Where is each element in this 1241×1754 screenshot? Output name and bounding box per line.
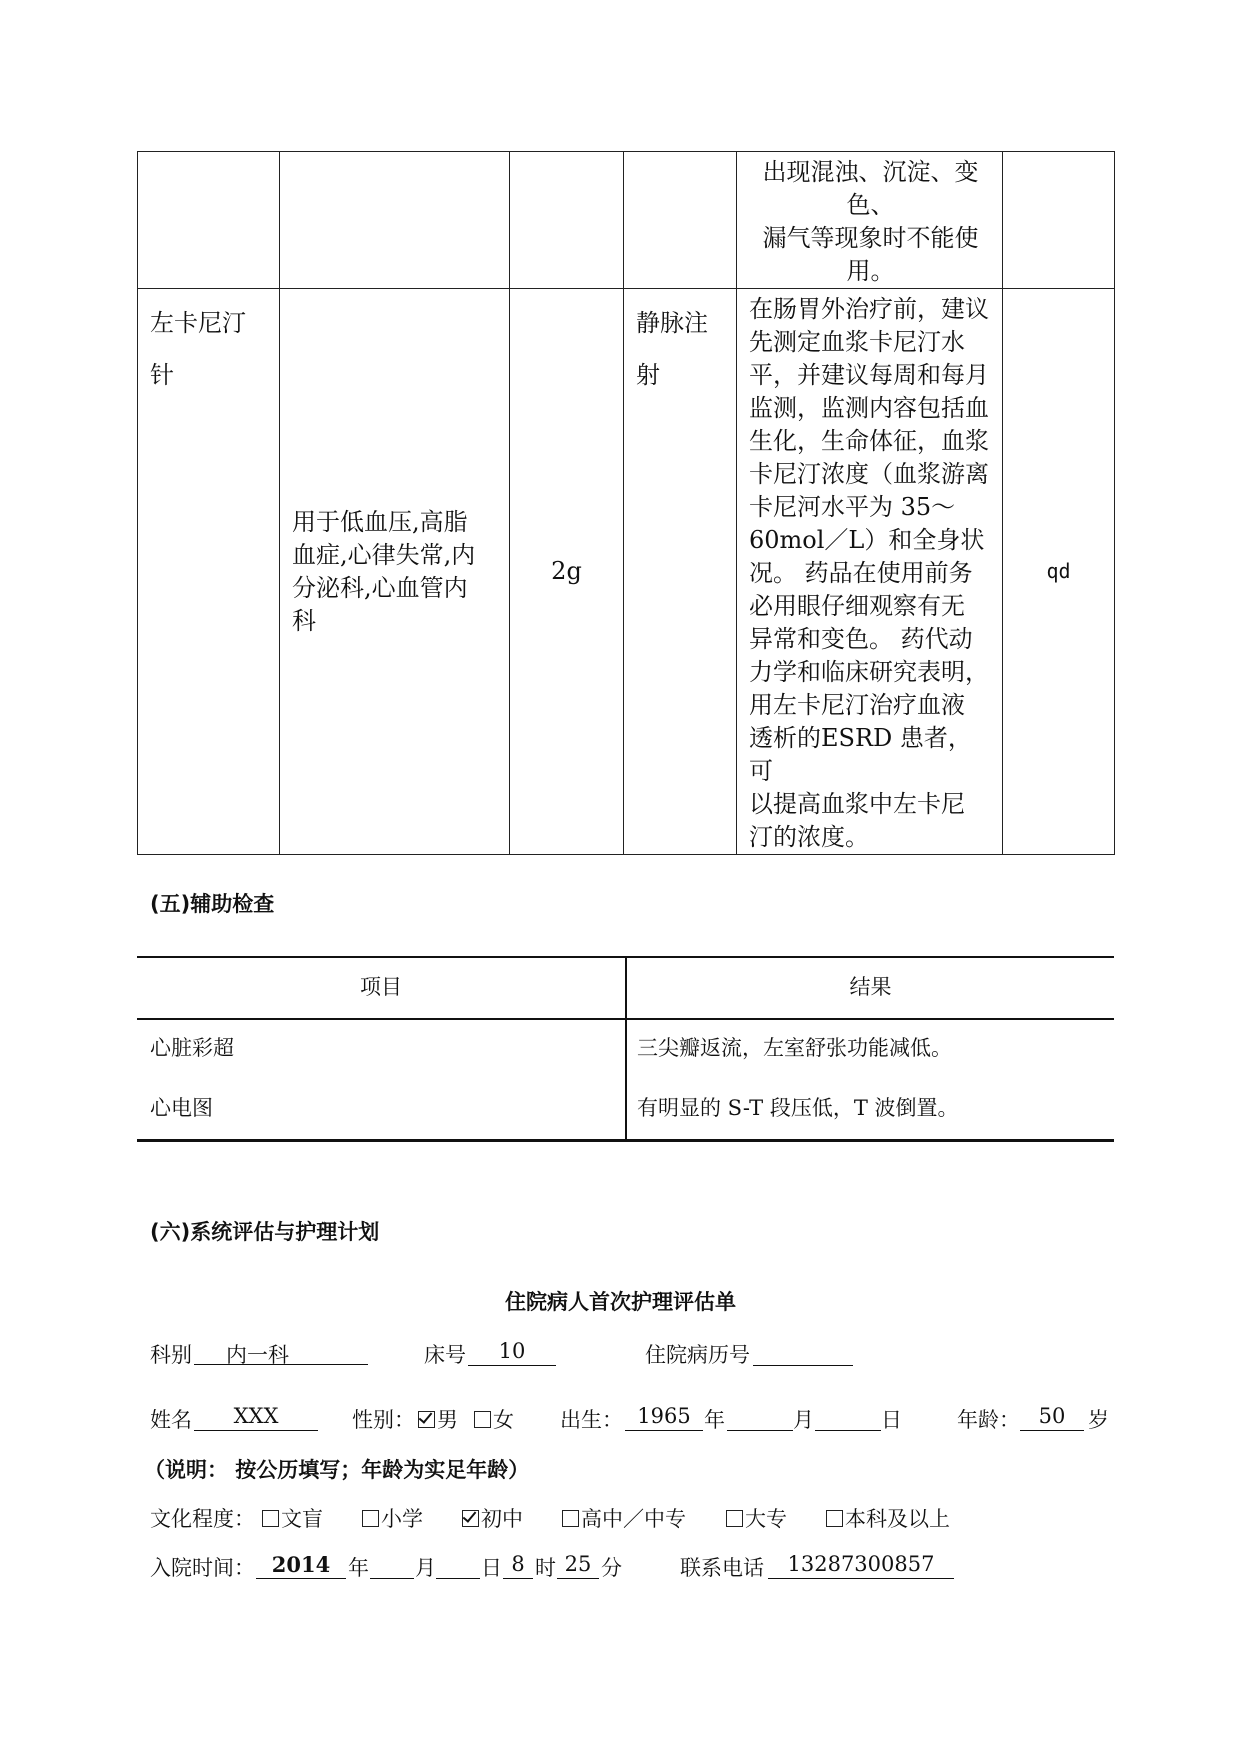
sex-male-option[interactable] — [418, 1404, 458, 1434]
day-unit: 日 — [881, 1408, 902, 1432]
indication-line: 用于低血压,高脂 — [292, 507, 468, 536]
age-label: 年龄： — [957, 1408, 1020, 1432]
education-option-label: 高中／中专 — [581, 1507, 686, 1531]
drug-table — [137, 151, 1115, 855]
education-option-label: 大专 — [745, 1507, 787, 1531]
exam-item: 心脏彩超 — [150, 1036, 234, 1060]
birth-label: 出生： — [560, 1408, 623, 1432]
dept-field[interactable]: 内一科 — [194, 1339, 368, 1365]
indication-cell — [280, 152, 510, 289]
sex-label: 性别： — [352, 1408, 415, 1432]
form-note: （说明： 按公历填写；年龄为实足年龄） — [144, 1458, 530, 1482]
note-line: 用。 — [846, 257, 895, 285]
age-field[interactable]: 50 — [1020, 1404, 1084, 1431]
admission-hour-field[interactable]: 8 — [503, 1552, 533, 1579]
note-line: 异常和变色。 药代动 — [749, 625, 973, 653]
day-unit: 日 — [481, 1556, 502, 1580]
note-line: 用左卡尼汀治疗血液 — [749, 691, 965, 719]
minute-unit: 分 — [601, 1556, 622, 1580]
note-line: 平，并建议每周和每月 — [749, 361, 989, 389]
bed-field[interactable]: 10 — [468, 1339, 556, 1366]
record-number-field[interactable] — [753, 1339, 853, 1366]
form-title: 住院病人首次护理评估单 — [505, 1290, 736, 1314]
note-line: 在肠胃外治疗前，建议 — [749, 295, 989, 323]
dose-cell — [510, 152, 624, 289]
hour-unit: 时 — [535, 1556, 556, 1580]
route-cell — [624, 289, 737, 855]
note-line: 力学和临床研究表明， — [749, 658, 989, 686]
record-label: 住院病历号 — [645, 1343, 750, 1367]
exam-result: 有明显的 S-T 段压低，T 波倒置。 — [637, 1096, 959, 1120]
bed-label: 床号 — [424, 1343, 466, 1367]
birth-year-field[interactable]: 1965 — [625, 1404, 703, 1431]
dose-cell: 2g — [510, 289, 624, 855]
indication-line: 血症,心律失常,内 — [292, 540, 476, 569]
note-cell — [737, 289, 1003, 855]
education-option[interactable] — [362, 1503, 423, 1533]
sex-female-label: 女 — [493, 1408, 514, 1432]
note-line: 以提高血浆中左卡尼 — [749, 790, 965, 818]
checkbox-icon — [826, 1510, 843, 1527]
frequency-cell: qd — [1003, 289, 1115, 855]
exam-result: 三尖瓣返流，左室舒张功能减低。 — [637, 1036, 952, 1060]
birth-month-field[interactable] — [727, 1404, 793, 1431]
note-line: 60mol／L）和全身状 — [749, 526, 985, 554]
note-line: 漏气等现象时不能使 — [762, 224, 979, 252]
checkbox-checked-icon — [418, 1411, 435, 1428]
education-label: 文化程度： — [150, 1507, 255, 1531]
checkbox-icon — [262, 1510, 279, 1527]
education-option[interactable] — [726, 1503, 787, 1533]
education-option-label: 初中 — [481, 1507, 523, 1531]
admission-label: 入院时间： — [150, 1556, 255, 1580]
note-line: 汀的浓度。 — [749, 823, 869, 851]
education-option[interactable] — [262, 1503, 323, 1533]
education-option[interactable] — [826, 1503, 950, 1533]
exam-table — [137, 956, 1114, 1142]
frequency-cell — [1003, 152, 1115, 289]
drug-name-line: 左卡尼汀 — [150, 309, 246, 337]
section-heading-auxiliary-exam: (五)辅助检查 — [150, 892, 275, 916]
year-unit: 年 — [348, 1556, 369, 1580]
admission-day-field[interactable] — [436, 1552, 480, 1579]
note-line: 卡尼汀浓度（血浆游离 — [749, 460, 989, 488]
indication-cell — [280, 289, 510, 855]
table-row — [138, 152, 1115, 289]
checkbox-icon — [362, 1510, 379, 1527]
name-label: 姓名 — [150, 1408, 192, 1432]
drug-name-cell — [138, 152, 280, 289]
year-unit: 年 — [704, 1408, 725, 1432]
route-cell — [624, 152, 737, 289]
sex-female-option[interactable] — [474, 1404, 514, 1434]
exam-item: 心电图 — [150, 1096, 213, 1120]
admission-month-field[interactable] — [370, 1552, 414, 1579]
sex-male-label: 男 — [437, 1408, 458, 1432]
education-option-label: 小学 — [381, 1507, 423, 1531]
note-line: 况。 药品在使用前务 — [749, 559, 973, 587]
column-header-result: 结果 — [849, 975, 892, 999]
drug-name-cell — [138, 289, 280, 855]
note-line: 生化，生命体征，血浆 — [749, 427, 989, 455]
education-option[interactable] — [562, 1503, 686, 1533]
checkbox-checked-icon — [462, 1510, 479, 1527]
phone-field[interactable]: 13287300857 — [768, 1552, 954, 1579]
note-line: 卡尼河水平为 35～ — [749, 493, 956, 521]
indication-line: 分泌科,心血管内 — [292, 573, 468, 602]
birth-day-field[interactable] — [815, 1404, 881, 1431]
phone-label: 联系电话 — [680, 1556, 764, 1580]
note-line: 透析的ESRD 患者，可 — [749, 724, 972, 785]
route-line: 静脉注 — [636, 309, 708, 337]
indication-line: 科 — [292, 606, 316, 635]
month-unit: 月 — [793, 1408, 814, 1432]
name-field[interactable]: XXX — [194, 1404, 318, 1431]
education-option-label: 本科及以上 — [845, 1507, 950, 1531]
admission-year-field[interactable]: 2014 — [256, 1552, 346, 1579]
dept-label: 科别 — [150, 1343, 192, 1367]
note-line: 先测定血浆卡尼汀水 — [749, 328, 965, 356]
note-cell — [737, 152, 1003, 289]
note-line: 监测，监测内容包括血 — [749, 394, 989, 422]
checkbox-icon — [474, 1411, 491, 1428]
table-row — [138, 289, 1115, 855]
admission-minute-field[interactable]: 25 — [557, 1552, 599, 1579]
education-option[interactable] — [462, 1503, 523, 1533]
column-header-item: 项目 — [360, 975, 402, 999]
drug-name-line: 针 — [150, 361, 174, 389]
section-heading-assessment: (六)系统评估与护理计划 — [150, 1220, 380, 1244]
month-unit: 月 — [415, 1556, 436, 1580]
age-unit: 岁 — [1088, 1408, 1109, 1432]
checkbox-icon — [726, 1510, 743, 1527]
education-option-label: 文盲 — [281, 1507, 323, 1531]
note-line: 出现混浊、沉淀、变色、 — [762, 158, 979, 219]
route-line: 射 — [636, 361, 660, 389]
note-line: 必用眼仔细观察有无 — [749, 592, 965, 620]
checkbox-icon — [562, 1510, 579, 1527]
